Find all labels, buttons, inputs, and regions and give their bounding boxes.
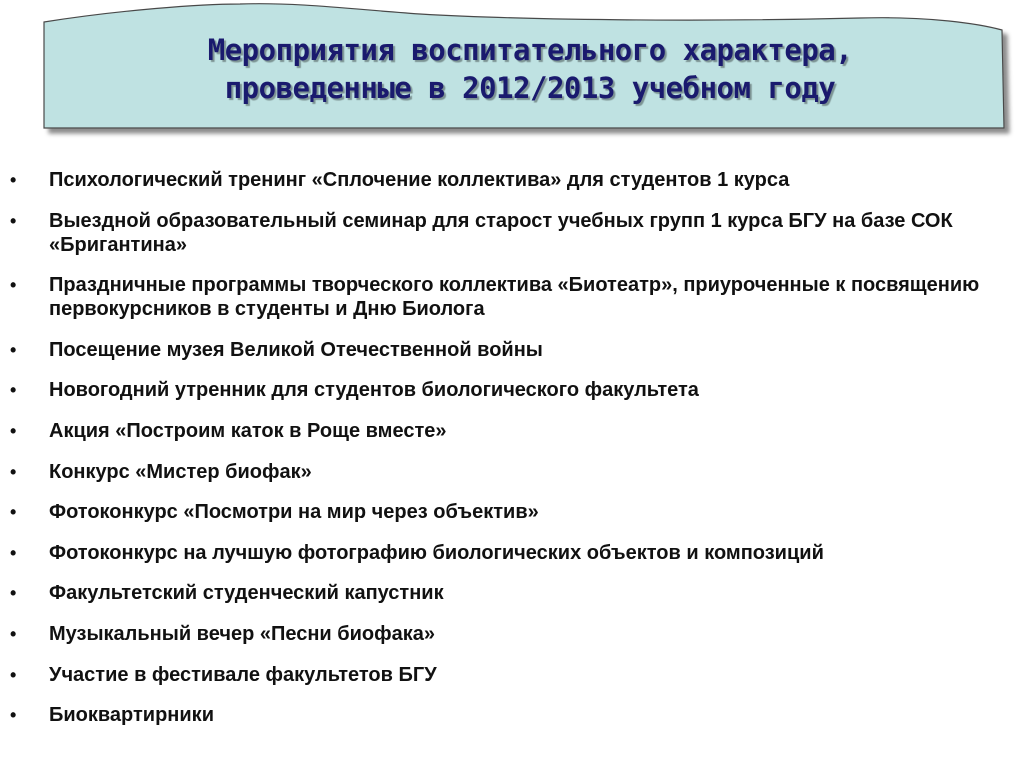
list-item-text: Факультетский студенческий капустник <box>49 582 444 605</box>
bullet-icon: • <box>10 170 17 190</box>
list-item <box>10 209 1020 257</box>
bullet-icon: • <box>10 583 17 604</box>
bullet-icon: • <box>10 380 17 401</box>
list-item <box>10 703 1020 727</box>
list-item-text: Конкурс «Мистер биофак» <box>49 460 312 483</box>
list-item-text: Фотоконкурс на лучшую фотографию биологических объектов и композиций <box>49 541 824 564</box>
list-item <box>10 273 1020 321</box>
list-item-text: Посещение музея Великой Отечественной войны <box>49 338 543 361</box>
list-item-text: Праздничные программы творческого коллектива «Биотеатр», приуроченные к посвящению первокурсников в студенты и Дню Биолога <box>49 274 980 321</box>
list-item-text: Фотоконкурс «Посмотри на мир через объектив» <box>49 501 539 524</box>
title-line-1: Мероприятия воспитательного характера, <box>207 33 853 67</box>
list-item-text: Психологический тренинг «Сплочение коллектива» для студентов 1 курса <box>49 169 790 191</box>
list-item <box>10 622 1020 646</box>
bullet-icon: • <box>10 275 17 296</box>
event-list <box>10 168 1020 744</box>
bullet-icon: • <box>10 664 17 685</box>
list-item-text: Участие в фестивале факультетов БГУ <box>49 663 437 686</box>
list-item <box>10 419 1020 443</box>
list-item-text: Акция «Построим каток в Роще вместе» <box>49 419 447 442</box>
bullet-icon: • <box>10 210 17 231</box>
list-item <box>10 581 1020 605</box>
bullet-icon: • <box>10 461 17 482</box>
list-item-text: Музыкальный вечер «Песни биофака» <box>49 622 436 645</box>
list-item <box>10 541 1020 565</box>
bullet-icon: • <box>10 705 17 726</box>
bullet-icon: • <box>10 502 17 523</box>
title-line-2: проведенные в 2012/2013 учебном году <box>224 71 836 105</box>
list-item <box>10 460 1020 484</box>
list-item <box>10 168 1020 192</box>
list-item-text: Новогодний утренник для студентов биологического факультета <box>49 379 699 402</box>
bullet-icon: • <box>10 420 17 441</box>
page-title <box>60 24 1000 114</box>
list-item <box>10 663 1020 687</box>
bullet-icon: • <box>10 542 17 563</box>
list-item <box>10 500 1020 524</box>
list-item-text: Биоквартирники <box>49 704 214 727</box>
list-item-text: Выездной образовательный семинар для старост учебных групп 1 курса БГУ на базе СОК «Бригантина» <box>49 209 953 256</box>
list-item <box>10 338 1020 362</box>
list-item <box>10 378 1020 402</box>
bullet-icon: • <box>10 623 17 644</box>
bullet-icon: • <box>10 339 17 360</box>
